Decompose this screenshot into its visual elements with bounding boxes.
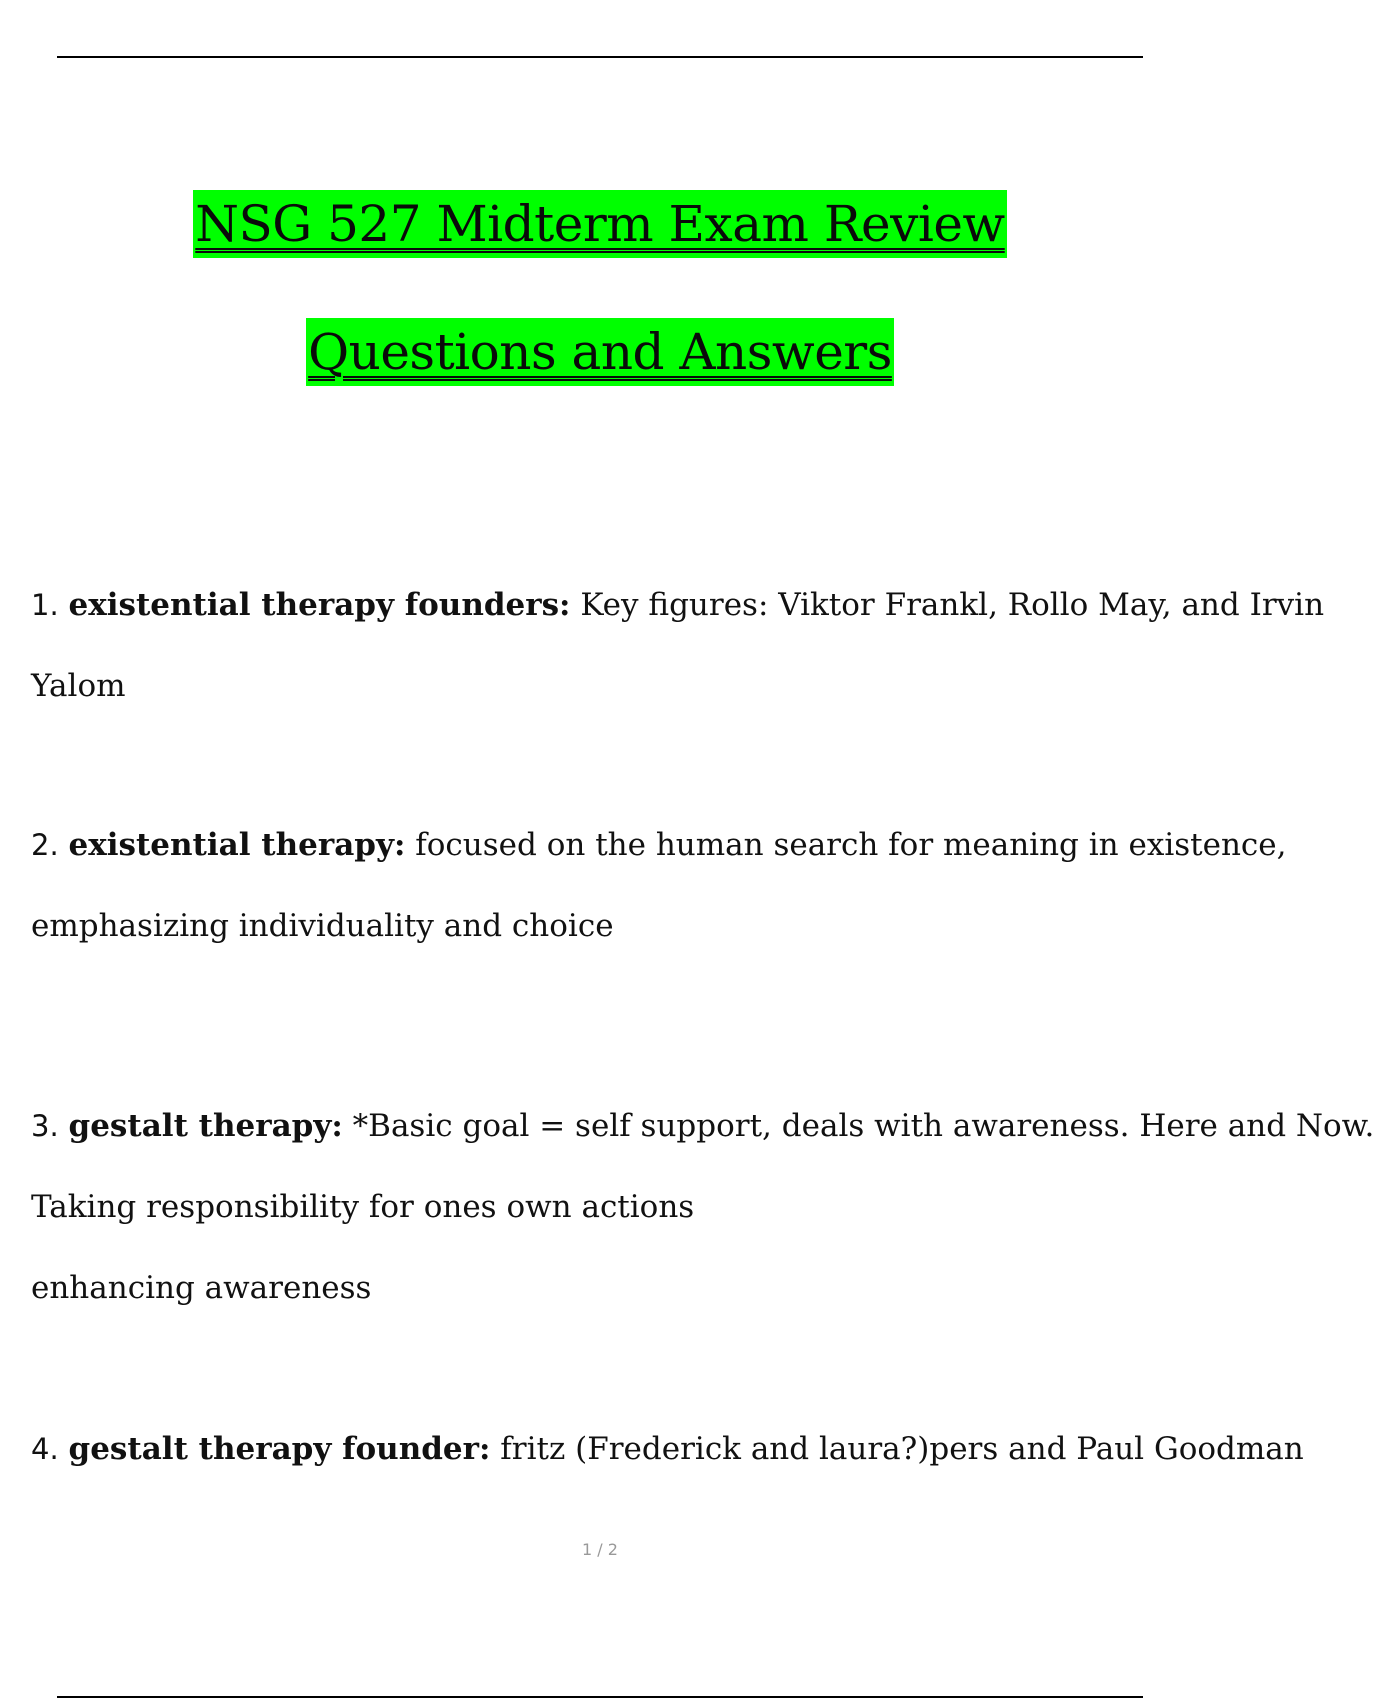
answer-text: *Basic goal = self support, deals with awareness. Here and Now. xyxy=(352,1108,1374,1144)
question-number: 3. xyxy=(31,1109,59,1143)
question-3-line-1 xyxy=(31,1086,1374,1167)
title-text-2: Questions and Answers xyxy=(306,318,894,386)
question-number: 4. xyxy=(31,1432,59,1466)
question-2 xyxy=(31,805,1287,967)
answer-text: Key figures: Viktor Frankl, Rollo May, and Irvin xyxy=(580,587,1325,623)
question-3 xyxy=(31,1086,1374,1329)
question-4 xyxy=(31,1409,1304,1490)
answer-text: fritz (Frederick and laura?)pers and Paul Goodman xyxy=(500,1431,1304,1467)
document-title-line-1 xyxy=(0,190,1200,258)
document-title-line-2 xyxy=(0,318,1200,386)
answer-text: Yalom xyxy=(31,668,126,704)
footer-rule xyxy=(57,1696,1143,1698)
question-term: existential therapy: xyxy=(68,827,406,863)
question-number: 1. xyxy=(31,588,59,622)
question-1-line-1 xyxy=(31,565,1325,646)
answer-text: focused on the human search for meaning in existence, xyxy=(415,827,1287,863)
answer-text: emphasizing individuality and choice xyxy=(31,908,614,944)
question-4-line-1 xyxy=(31,1409,1304,1490)
question-number: 2. xyxy=(31,828,59,862)
title-text-1: NSG 527 Midterm Exam Review xyxy=(193,190,1006,258)
answer-text: enhancing awareness xyxy=(31,1270,372,1306)
question-term: gestalt therapy founder: xyxy=(68,1431,491,1467)
header-rule xyxy=(57,56,1143,58)
question-term: existential therapy founders: xyxy=(68,587,571,623)
page-number: 1 / 2 xyxy=(582,1540,618,1559)
answer-text: Taking responsibility for ones own actions xyxy=(31,1189,695,1225)
question-1 xyxy=(31,565,1325,727)
question-term: gestalt therapy: xyxy=(68,1108,343,1144)
question-2-line-1 xyxy=(31,805,1287,886)
